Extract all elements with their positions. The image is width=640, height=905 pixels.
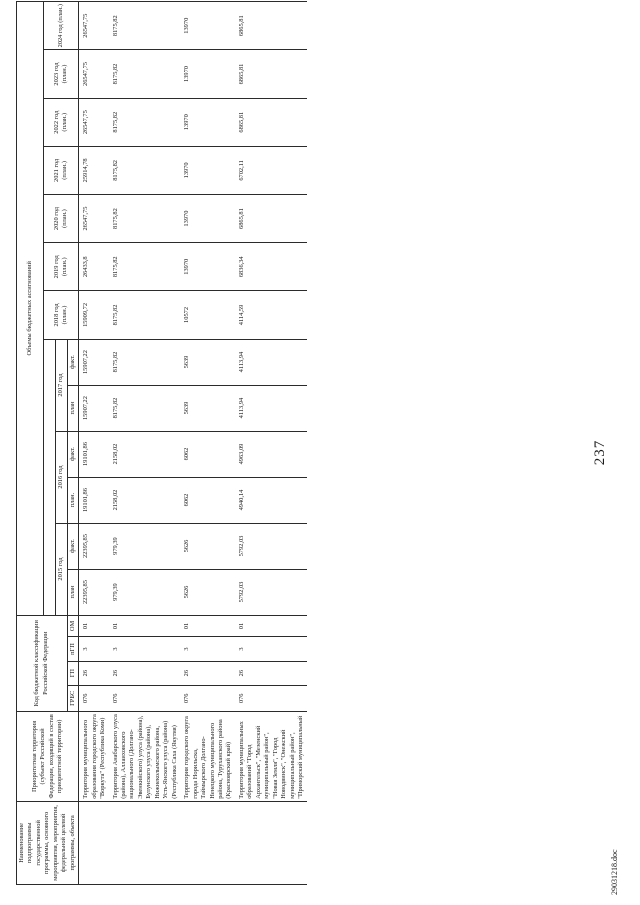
cell-value: 26547,75 [79,194,109,242]
table-row [79,2,109,885]
cell-value: 6702,11 [235,146,307,194]
cell-code: 26 [180,661,235,685]
cell-code: 3 [235,637,307,661]
header-year-2022: 2022 год (план.) [44,98,79,146]
cell-value: 4114,59 [235,291,307,339]
cell-code: 01 [180,615,235,637]
cell-value: 2158,02 [109,477,181,523]
cell-value: 5792,03 [235,569,307,615]
cell-code: 01 [235,615,307,637]
header-year-2019: 2019 год (план.) [44,243,79,291]
cell-code: 01 [79,615,109,637]
header-name: Наименование подпрограммы государственной программы, основного мероприятия, мероприятия, федеральной целевой программы, объекта [17,801,79,884]
header-gp: ГП [67,661,78,685]
cell-value: 22395,85 [79,523,109,569]
cell-value: 19101,86 [79,431,109,477]
cell-code: 26 [235,661,307,685]
table-header [17,2,79,885]
cell-value: 8175,82 [109,339,181,385]
cell-value: 4940,14 [235,477,307,523]
cell-value: 8175,82 [109,385,181,431]
cell-code: 076 [79,685,109,711]
cell-code: 3 [180,637,235,661]
cell-code: 3 [79,637,109,661]
cell-code: 076 [180,685,235,711]
header-year-2016: 2016 год [56,431,67,523]
header-pgp: пГП [67,637,78,661]
cell-value: 13970 [180,2,235,50]
header-fact-years [44,339,56,615]
table-row [235,2,307,885]
cell-value: 8175,82 [109,243,181,291]
cell-value: 8175,82 [109,98,181,146]
header-year-2015: 2015 год [56,523,67,615]
cell-value: 8175,82 [109,50,181,98]
cell-code: 26 [109,661,181,685]
cell-value: 13970 [180,50,235,98]
cell-value: 13970 [180,146,235,194]
cell-value: 26547,75 [79,2,109,50]
header-year-2020: 2020 год (план.) [44,194,79,242]
cell-value: 8175,82 [109,194,181,242]
cell-code: 01 [109,615,181,637]
header-budget: Объемы бюджетных ассигнований [17,2,44,616]
cell-value: 979,39 [109,523,181,569]
cell-name [235,801,307,884]
cell-value: 26433,8 [79,243,109,291]
table-row [109,2,181,885]
cell-value: 15909,72 [79,291,109,339]
cell-code: 3 [109,637,181,661]
cell-value: 26547,75 [79,50,109,98]
cell-value: 4963,09 [235,431,307,477]
cell-value: 8175,82 [109,291,181,339]
cell-value: 19101,86 [79,477,109,523]
cell-name [109,801,181,884]
cell-value: 13970 [180,194,235,242]
cell-value: 6062 [180,477,235,523]
header-2017-fact: факт. [67,339,78,385]
cell-value: 2158,02 [109,431,181,477]
header-year-2023: 2023 год (план.) [44,50,79,98]
cell-value: 15907,22 [79,339,109,385]
cell-value: 5792,03 [235,523,307,569]
cell-value: 4113,94 [235,339,307,385]
header-grbs: ГРБС [67,685,78,711]
budget-table [16,1,307,885]
cell-name [79,801,109,884]
cell-value: 22395,85 [79,569,109,615]
cell-value: 13970 [180,243,235,291]
header-2015-plan: план [67,569,78,615]
header-year-2024: 2024 год (план.) [44,2,79,50]
header-kbk: Код бюджетной классификации Российской Федерации [17,615,68,711]
cell-value: 26547,75 [79,98,109,146]
cell-value: 5639 [180,385,235,431]
cell-value: 6865,81 [235,50,307,98]
header-territory: Приоритетная территория (субъект Российской Федерации, входящий в состав приоритетной территории) [17,711,79,801]
cell-value: 5639 [180,339,235,385]
cell-value: 6865,81 [235,2,307,50]
cell-value: 13970 [180,98,235,146]
header-2016-plan: план. [67,477,78,523]
cell-territory: Территория городского округа города Норильска, Таймырского Долгано-Ненецкого муниципального района, Туруханского района (Красноярский край) [180,711,235,801]
cell-value: 4113,94 [235,385,307,431]
table-row [180,2,235,885]
header-year-2021: 2021 год (план.) [44,146,79,194]
cell-value: 6865,81 [235,98,307,146]
table-body [79,2,307,885]
header-2016-fact: факт. [67,431,78,477]
header-year-2017: 2017 год [56,339,67,431]
header-om: ОМ [67,615,78,637]
header-2017-plan: план [67,385,78,431]
header-2015-fact: факт. [67,523,78,569]
cell-value: 25914,78 [79,146,109,194]
cell-value: 6865,81 [235,194,307,242]
cell-value: 10572 [180,291,235,339]
cell-territory: Территория муниципальных образований "Город Архангельск", "Мезенский муниципальный район", "Новая Земля", "Город Новодвинск", "Онежский муниципальный район", "Приморский муниципальный [235,711,307,801]
cell-value: 15907,22 [79,385,109,431]
header-year-2018: 2018 год (план.) [44,291,79,339]
page-number: 237 [592,439,608,466]
cell-value: 8175,82 [109,146,181,194]
cell-territory: Территория муниципального образования городского округа "Воркута" (Республика Коми) [79,711,109,801]
cell-territory: Территория Анабарского улуса (района), Аллаиховского национального (Долгано-Эвенкийского) улуса (района), Булунского улуса (района), Нижнеколымского района, Усть-Янского улуса (района) (Республика Саха (Якутия) [109,711,181,801]
cell-value: 5626 [180,523,235,569]
cell-value: 6836,34 [235,243,307,291]
document-code: 29031218.doc [610,849,619,895]
cell-code: 076 [109,685,181,711]
cell-code: 076 [235,685,307,711]
cell-value: 6062 [180,431,235,477]
cell-code: 26 [79,661,109,685]
cell-value: 979,39 [109,569,181,615]
cell-name [180,801,235,884]
cell-value: 5626 [180,569,235,615]
cell-value: 8175,82 [109,2,181,50]
